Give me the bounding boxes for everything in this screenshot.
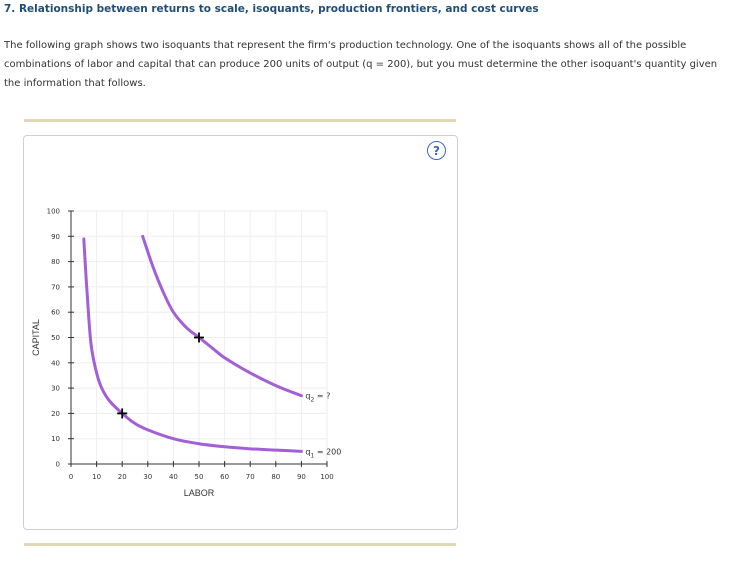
y-tick-label: 50 <box>51 334 60 342</box>
question-text: The following graph shows two isoquants that represent the firm's production technology. One of the isoquants shows all of the possible combinations of labor and capital that can produce 200 units of output (q = 200), but you must determine the other isoquant's quantity given the information that follows. <box>4 40 718 89</box>
y-tick-label: 0 <box>55 460 60 469</box>
isoquant-curve-2 <box>143 236 302 395</box>
x-tick-label: 60 <box>220 473 230 481</box>
y-tick-label: 30 <box>51 384 60 393</box>
x-tick-label: 80 <box>271 473 281 481</box>
y-axis-title: CAPITAL <box>31 319 41 356</box>
y-tick-label: 40 <box>51 359 60 368</box>
isoquant-curve-1 <box>84 239 302 452</box>
x-tick-label: 100 <box>320 473 334 481</box>
x-tick-label: 20 <box>117 473 127 481</box>
x-tick-label: 70 <box>245 473 255 481</box>
y-tick-label: 80 <box>51 258 60 267</box>
y-tick-label: 100 <box>46 207 60 216</box>
bottom-divider <box>24 543 456 546</box>
x-tick-label: 40 <box>168 473 178 481</box>
x-tick-label: 30 <box>143 473 153 481</box>
x-tick-label: 10 <box>92 473 102 481</box>
isoquant-label-1: $q_1 = 200$ <box>305 447 342 460</box>
x-tick-label: 50 <box>194 473 204 481</box>
x-axis-title: LABOR <box>183 488 215 498</box>
help-icon[interactable]: ? <box>427 141 446 160</box>
y-tick-label: 90 <box>51 232 60 241</box>
x-tick-label: 0 <box>68 473 74 481</box>
point-markers[interactable] <box>117 333 204 419</box>
y-tick-label: 20 <box>51 409 60 418</box>
y-tick-label: 60 <box>51 308 60 317</box>
y-tick-label: 70 <box>51 283 60 292</box>
isoquant-label-2: $q_2$ = ? <box>305 391 331 404</box>
question-title: 7. Relationship between returns to scale, isoquants, production frontiers, and cost curves <box>4 3 539 15</box>
x-tick-label: 90 <box>296 473 306 481</box>
y-tick-label: 10 <box>51 435 60 444</box>
